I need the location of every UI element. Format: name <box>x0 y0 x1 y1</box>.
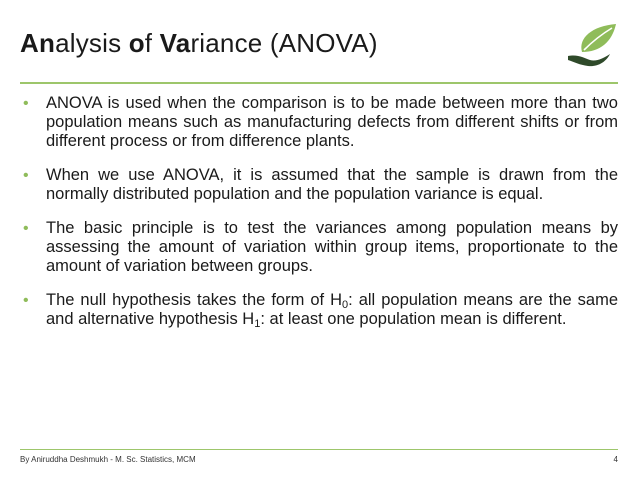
bullet-dot-icon: • <box>23 220 29 237</box>
slide-title: Analysis of Variance (ANOVA) <box>20 28 378 58</box>
bullet-text: When we use ANOVA, it is assumed that the sample is drawn from the normally distributed population and the population variance is equal. <box>46 166 618 203</box>
bullet-item-assumption <box>20 166 618 204</box>
bullet-text: The null hypothesis takes the form of $H_0$: all population means are the same and alternative hypothesis $H_1$: at least one population mean is different. <box>46 291 619 330</box>
bullet-list <box>20 94 618 344</box>
bullet-dot-icon: • <box>23 167 29 184</box>
leaf-hand-logo-icon <box>566 22 618 68</box>
subscript-one: 1 <box>254 318 261 330</box>
title-divider <box>20 82 618 84</box>
footer-author: By Aniruddha Deshmukh - M. Sc. Statistics, MCM <box>20 455 196 464</box>
footer-divider <box>20 449 618 450</box>
subscript-zero: 0 <box>342 299 349 311</box>
bullet-item-anova-use <box>20 94 618 151</box>
bullet-text: The basic principle is to test the variances among population means by assessing the amount of variation within group items, proportionate to the amount of variation between groups. <box>46 219 618 275</box>
bullet-item-hypothesis <box>20 291 618 329</box>
bullet-item-principle <box>20 219 618 276</box>
page-number: 4 <box>613 455 618 464</box>
bullet-dot-icon: • <box>23 95 29 112</box>
bullet-dot-icon: • <box>23 292 29 309</box>
bullet-text: ANOVA is used when the comparison is to be made between more than two population means such as manufacturing defects from different shifts or from different process or from difference plants. <box>46 94 618 150</box>
